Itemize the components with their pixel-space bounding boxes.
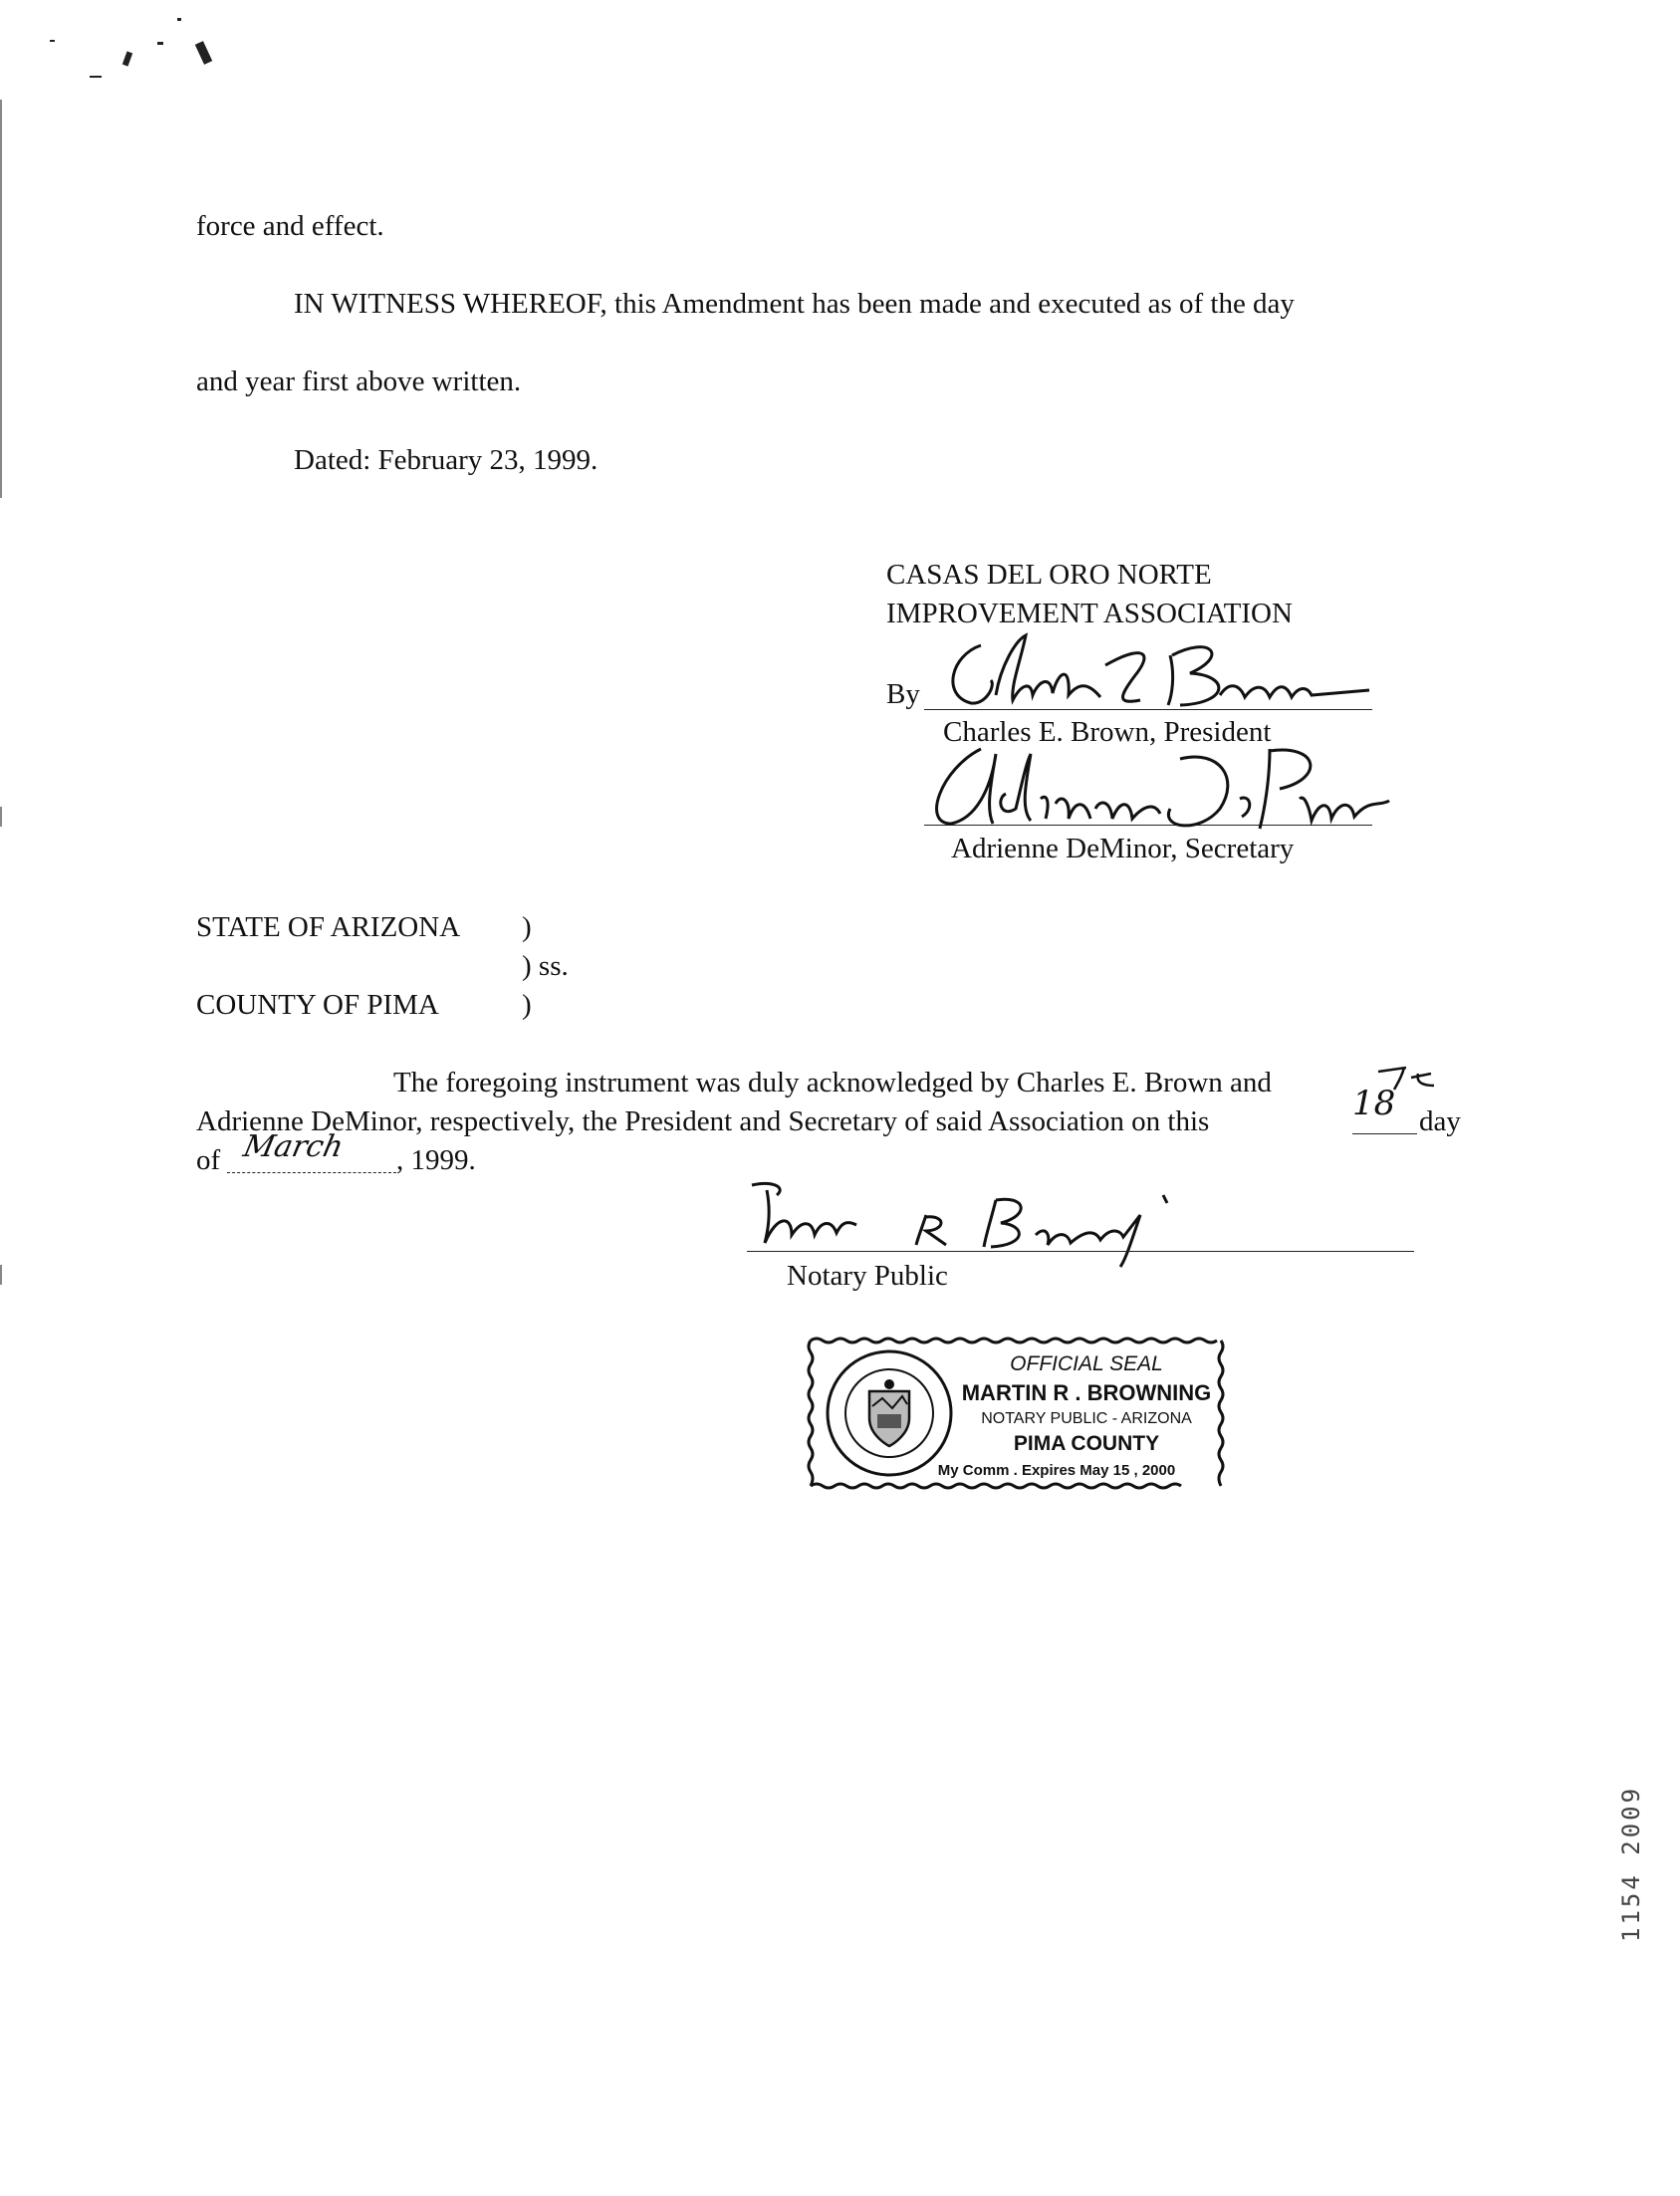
ack-day-handwritten: 18: [1352, 1084, 1396, 1123]
seal-title: OFFICIAL SEAL: [1010, 1352, 1163, 1375]
notary-signature: [747, 1175, 1215, 1270]
venue-county-paren: ): [522, 989, 532, 1021]
signer2-caption: Adrienne DeMinor, Secretary: [951, 833, 1295, 864]
official-seal-stamp: [803, 1333, 1229, 1494]
ack-month-handwritten: March: [240, 1129, 347, 1164]
ack-line2-post: day: [1419, 1105, 1461, 1137]
seal-expires: My Comm . Expires May 15 , 2000: [937, 1462, 1176, 1479]
margin-recording-number: 1154 2009: [1617, 1785, 1645, 1942]
venue-state: STATE OF ARIZONA: [196, 911, 461, 943]
ack-day-line: [1352, 1133, 1417, 1134]
org-name-line2: IMPROVEMENT ASSOCIATION: [886, 598, 1293, 629]
ack-line3-pre: of: [196, 1144, 221, 1176]
body-line-witness: IN WITNESS WHEREOF, this Amendment has been made and executed as of the day: [294, 288, 1295, 320]
notary-signature-line: [747, 1251, 1414, 1252]
venue-state-paren: ): [522, 911, 532, 943]
seal-county: PIMA COUNTY: [1013, 1432, 1160, 1455]
ack-month-line: [227, 1172, 396, 1173]
venue-county: COUNTY OF PIMA: [196, 989, 439, 1021]
signer1-caption: Charles E. Brown, President: [943, 716, 1272, 748]
dated-line: Dated: February 23, 1999.: [294, 444, 599, 476]
venue-ss: ) ss.: [522, 950, 569, 982]
body-line-force-and-effect: force and effect.: [196, 210, 384, 242]
seal-notary-name: MARTIN R . BROWNING: [961, 1380, 1212, 1405]
ack-line3-post: , 1999.: [396, 1144, 476, 1176]
signer2-signature: [921, 739, 1419, 839]
great-seal-emblem: [823, 1346, 956, 1480]
ack-line1: The foregoing instrument was duly acknowledged by Charles E. Brown and: [393, 1067, 1272, 1098]
ack-line2-pre: Adrienne DeMinor, respectively, the President and Secretary of said Association on this: [196, 1105, 1210, 1137]
seal-role: NOTARY PUBLIC - ARIZONA: [981, 1410, 1192, 1427]
signer1-signature: [941, 625, 1379, 715]
org-name-line1: CASAS DEL ORO NORTE: [886, 559, 1212, 591]
notary-caption: Notary Public: [787, 1260, 948, 1292]
by-label: By: [886, 678, 920, 710]
body-line-year-written: and year first above written.: [196, 366, 522, 397]
